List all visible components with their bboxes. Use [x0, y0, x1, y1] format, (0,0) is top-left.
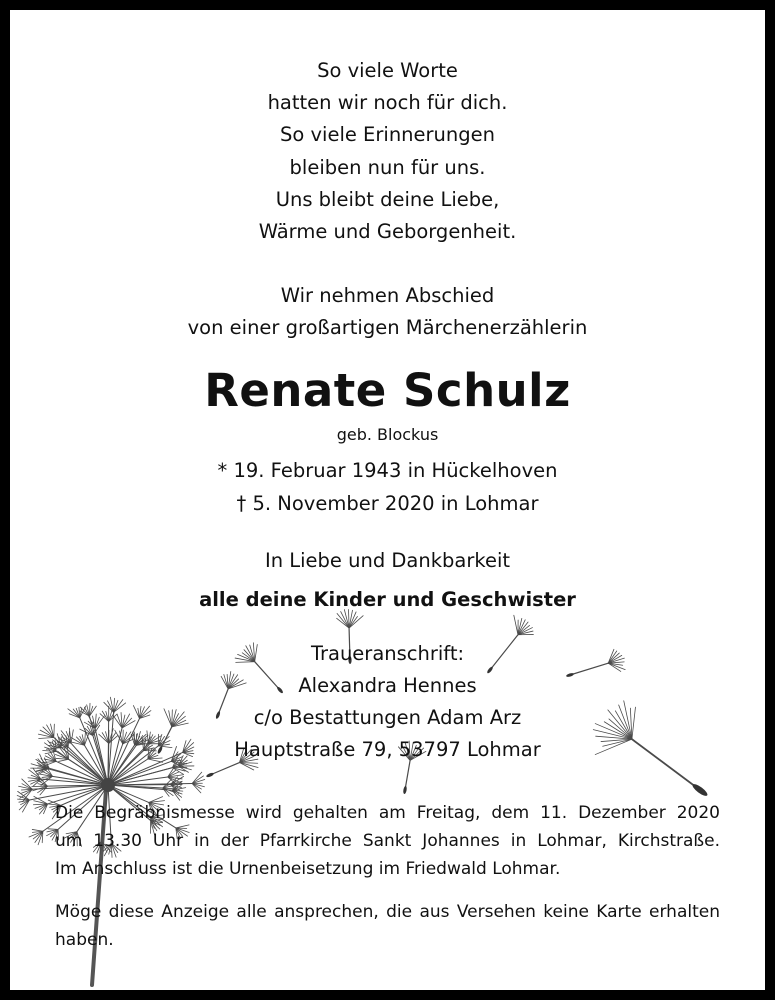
notice-line: haben. [55, 930, 114, 950]
notice-line: Im Anschluss ist die Urnenbeisetzung im Friedwald Lohmar. [55, 859, 561, 879]
address-line: Alexandra Hennes [298, 674, 477, 697]
address-line: c/o Bestattungen Adam Arz [253, 706, 522, 729]
poem [10, 55, 765, 248]
poem-line: Uns bleibt deine Liebe, [275, 187, 500, 211]
notice-line: um 13.30 Uhr in der Pfarrkirche Sankt Johannes in Lohmar, Kirchstraße. [55, 831, 720, 851]
card-notice [55, 898, 720, 954]
poem-line: So viele Worte [317, 59, 458, 82]
notice-line: Die Begräbnismesse wird gehalten am Freitag, dem 11. Dezember 2020 [55, 803, 720, 823]
deceased-name: Renate Schulz [204, 364, 571, 417]
life-dates [10, 454, 765, 520]
service-notice [55, 799, 720, 883]
intro-line: von einer großartigen Märchenerzählerin [187, 316, 588, 339]
thanks-line: In Liebe und Dankbarkeit [264, 549, 511, 572]
poem-line: bleiben nun für uns. [289, 155, 486, 179]
obituary-notice [10, 10, 765, 990]
maiden-name: geb. Blockus [336, 425, 439, 444]
poem-line: hatten wir noch für dich. [267, 91, 508, 115]
intro-line: Wir nehmen Abschied [280, 284, 495, 307]
mourning-address [10, 638, 765, 766]
poem-line: Wärme und Geborgenheit. [258, 220, 517, 244]
birth-date: * 19. Februar 1943 in Hückelhoven [217, 459, 558, 482]
mourners: alle deine Kinder und Geschwister [199, 588, 576, 611]
address-heading: Traueranschrift: [310, 642, 465, 665]
notice-line: Möge diese Anzeige alle ansprechen, die aus Versehen keine Karte erhalten [55, 902, 720, 922]
address-line: Hauptstraße 79, 53797 Lohmar [234, 738, 541, 761]
poem-line: So viele Erinnerungen [279, 123, 495, 147]
death-date: † 5. November 2020 in Lohmar [236, 492, 539, 515]
farewell-intro [10, 280, 765, 344]
